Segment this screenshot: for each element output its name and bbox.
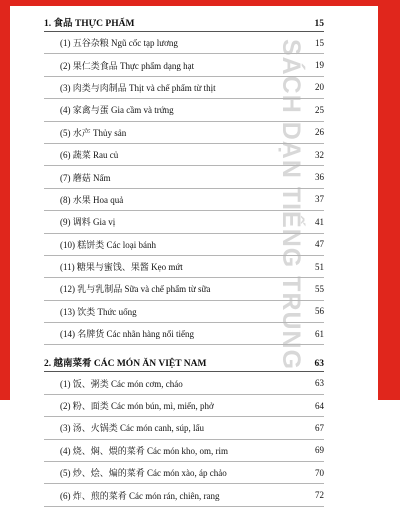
toc-entry[interactable] xyxy=(44,440,324,462)
entry-page-number: 41 xyxy=(315,216,324,227)
toc-entry[interactable] xyxy=(44,144,324,166)
entry-title: (5) 炒、烩、煸的菜肴 Các món xào, áp chảo xyxy=(60,468,227,479)
toc-entry[interactable] xyxy=(44,166,324,188)
entry-title: (6) 蔬菜 Rau củ xyxy=(60,150,119,161)
entry-page-number: 15 xyxy=(315,37,324,48)
entry-title: (1) 五谷杂粮 Ngũ cốc tạp lương xyxy=(60,38,178,49)
entry-title: (9) 调料 Gia vị xyxy=(60,217,116,228)
watermark-label: SÁCH DẠN TIẾNG TRUNG xyxy=(277,38,306,370)
toc-entry[interactable] xyxy=(44,99,324,121)
toc-entry[interactable] xyxy=(44,32,324,54)
entry-page-number: 19 xyxy=(315,60,324,71)
entry-title: (3) 汤、火锅类 Các món canh, súp, lẩu xyxy=(60,423,204,434)
entry-page-number: 36 xyxy=(315,172,324,183)
entry-page-number: 37 xyxy=(315,194,324,205)
toc-entry[interactable] xyxy=(44,372,324,394)
entry-page-number: 51 xyxy=(315,261,324,272)
entry-title: (2) 果仁类食品 Thực phẩm dạng hạt xyxy=(60,60,195,71)
entry-title: (5) 水产 Thủy sản xyxy=(60,127,127,138)
entry-title: (1) 饭、粥类 Các món cơm, cháo xyxy=(60,378,183,389)
section-title: 2. 越南菜肴 CÁC MÓN ĂN VIỆT NAM xyxy=(44,359,207,370)
toc-entry[interactable] xyxy=(44,395,324,417)
entry-title: (13) 饮类 Thức uống xyxy=(60,306,137,317)
entry-page-number: 72 xyxy=(315,490,324,501)
entry-page-number: 47 xyxy=(315,239,324,250)
toc-entry[interactable] xyxy=(44,417,324,439)
entry-title: (14) 名牌货 Các nhãn hàng nổi tiếng xyxy=(60,329,194,340)
entry-title: (10) 糕饼类 Các loại bánh xyxy=(60,239,156,250)
toc-entry[interactable] xyxy=(44,323,324,345)
toc-entry[interactable] xyxy=(44,54,324,76)
toc-entry[interactable] xyxy=(44,234,324,256)
toc-entry[interactable] xyxy=(44,211,324,233)
entry-page-number: 26 xyxy=(315,127,324,138)
entry-page-number: 32 xyxy=(315,149,324,160)
entry-page-number: 64 xyxy=(315,400,324,411)
table-of-contents xyxy=(44,12,324,507)
entry-title: (4) 烧、焖、煨的菜肴 Các món kho, om, rim xyxy=(60,445,228,456)
toc-entry[interactable] xyxy=(44,256,324,278)
entry-page-number: 55 xyxy=(315,283,324,294)
toc-entry[interactable] xyxy=(44,484,324,506)
section-title: 1. 食品 THỰC PHẨM xyxy=(44,19,135,29)
toc-entry[interactable] xyxy=(44,122,324,144)
entry-title: (11) 糖果与蜜饯、果酱 Kẹo mứt xyxy=(60,262,183,273)
entry-title: (7) 蘑菇 Nấm xyxy=(60,172,111,183)
section-page-number: 63 xyxy=(314,359,324,370)
entry-page-number: 67 xyxy=(315,422,324,433)
entry-title: (3) 肉类与肉制品 Thịt và chế phẩm từ thịt xyxy=(60,82,216,93)
toc-entry[interactable] xyxy=(44,462,324,484)
entry-title: (6) 炸、煎的菜肴 Các món rán, chiên, rang xyxy=(60,490,220,501)
section-page-number: 15 xyxy=(314,19,324,29)
entry-page-number: 20 xyxy=(315,82,324,93)
entry-title: (2) 粉、面类 Các món bún, mì, miến, phở xyxy=(60,401,214,412)
entry-title: (12) 乳与乳制品 Sữa và chế phẩm từ sữa xyxy=(60,284,211,295)
toc-entry[interactable] xyxy=(44,301,324,323)
entry-page-number: 56 xyxy=(315,306,324,317)
entry-title: (8) 水果 Hoa quả xyxy=(60,194,124,205)
section-heading-mon-an-viet-nam[interactable] xyxy=(44,352,324,372)
entry-page-number: 70 xyxy=(315,467,324,478)
entry-page-number: 63 xyxy=(315,378,324,389)
toc-entry[interactable] xyxy=(44,77,324,99)
entry-page-number: 61 xyxy=(315,328,324,339)
entry-page-number: 25 xyxy=(315,104,324,115)
toc-entry[interactable] xyxy=(44,189,324,211)
entry-page-number: 69 xyxy=(315,445,324,456)
toc-entry[interactable] xyxy=(44,278,324,300)
entry-title: (4) 家禽与蛋 Gia cầm và trứng xyxy=(60,105,174,116)
section-heading-thuc-pham[interactable] xyxy=(44,12,324,32)
